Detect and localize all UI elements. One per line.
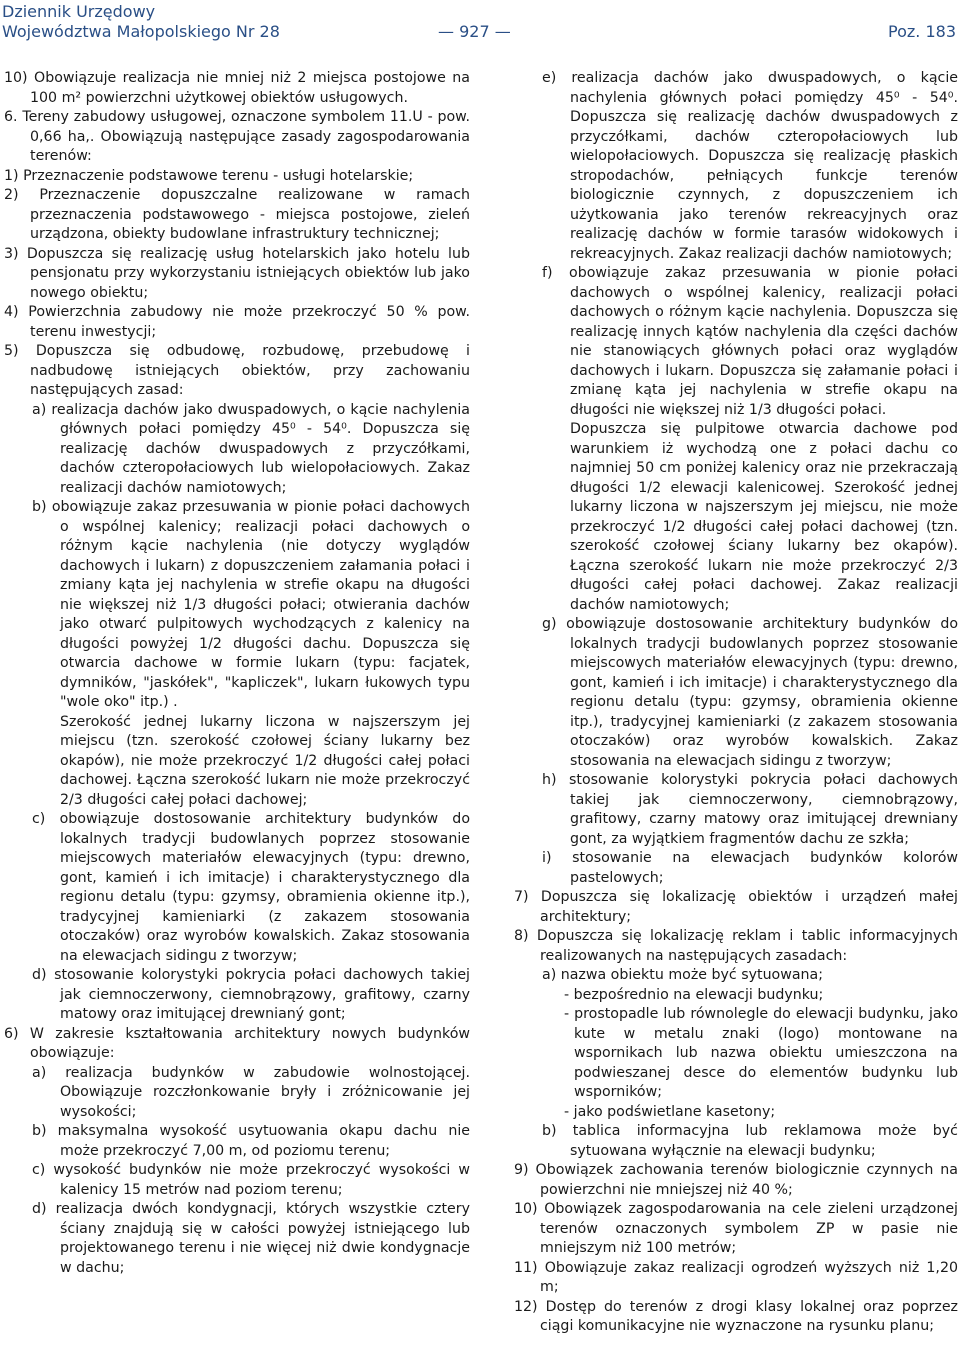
dash-item: - bezpośrednio na elewacji budynku; [564, 986, 824, 1003]
sub-list-item: e) realizacja dachów jako dwuspadowych, o kącie nachylenia głównych połaci pomiędzy 45⁰ - 54⁰. Dopuszcza się realizację dachów dwuspadowych z przyczółkami, dachów czteropołaciowych lub wielopołaciowych. Dopuszcza się realizację płaskich stropodachów, pełniących funkcje terenów biologicznie czynnych, z dopuszczeniem ich użytkowania jako terenów rekreacyjnych oraz realizację dachów w formie tarasów widokowych i rekreacyjnych. Zakaz realizacji dachów namiotowych; [542, 70, 958, 262]
list-item: 2) Przeznaczenie dopuszczalne realizowane w ramach przeznaczenia podstawowego - miejsca postojowe, zieleń urządzona, obiekty budowlane infrastruktury technicznej; [4, 187, 470, 242]
page-header [0, 0, 960, 46]
sub-list-item: b) tablica informacyjna lub reklamowa może być sytuowana wyłącznie na elewacji budynku; [542, 1123, 958, 1159]
journal-title: Dziennik Urzędowy [2, 2, 156, 21]
list-item: 3) Dopuszcza się realizację usług hotelarskich jako hotelu lub pensjonatu przy wykorzystaniu istniejących obiektów lub jako nowego obiektu; [4, 245, 470, 301]
journal-issue: Województwa Małopolskiego Nr 28 [2, 22, 280, 41]
paragraph: 10) Obowiązuje realizacja nie mniej niż 2 miejsca postojowe na 100 m² powierzchni użytkowej obiektów usługowych. [4, 70, 470, 106]
page-number: — 927 — [438, 22, 511, 41]
list-item: 1) Przeznaczenie podstawowe terenu - usługi hotelarskie; [4, 167, 414, 184]
sub-list-item: c) wysokość budynków nie może przekroczyć wysokości w kalenicy 15 metrów nad poziom terenu; [32, 1162, 470, 1198]
sub-list-item: i) stosowanie na elewacjach budynków kolorów pastelowych; [542, 850, 958, 886]
dash-item: - prostopadle lub równolegle do elewacji budynku, jako kute w metalu znaki (logo) montowane na wspornikach lub nazwa obiektu umieszczona na podwieszanej desce do elementów budynku lub wsporników; [564, 1006, 958, 1100]
sub-list-continuation: Szerokość jednej lukarny liczona w najszerszym jej miejscu (tzn. szerokość czołowej ściany lukarny bez okapów), nie może przekroczyć 1/2 długości całej połaci dachowej. Łączna szerokość lukarn nie może przekroczyć 2/3 długości całej połaci dachowej; [60, 713, 470, 808]
list-item: 8) Dopuszcza się lokalizację reklam i tablic informacyjnych realizowanych na następujących zasadach: [514, 928, 958, 964]
right-column [514, 69, 958, 1337]
sub-list-item: b) maksymalna wysokość usytuowania okapu dachu nie może przekroczyć 7,00 m, od poziomu terenu; [32, 1123, 470, 1159]
sub-list-item: d) realizacja dwóch kondygnacji, których wszystkie cztery ściany znajdują się w całości powyżej istniejącego lub projektowanego terenu i nie więcej niż dwie kondygnacje w dachu; [32, 1201, 470, 1276]
sub-list-item: a) nazwa obiektu może być sytuowana; [542, 967, 823, 983]
dash-item: - jako podświetlane kasetony; [564, 1103, 776, 1120]
sub-list-item: f) obowiązuje zakaz przesuwania w pionie połaci dachowych o wspólnej kalenicy, realizacji połaci dachowych o różnym kącie nachylenia. Dopuszcza się realizację innych kątów nachylenia dla części dachów nie stanowiących głównych połaci oraz wyglądów dachowych i lukarn. Dopuszcza się załamanie połaci i zmianę kąta jej nachylenia w strefie okapu na długości nie większej niż 1/3 długości połaci. [542, 265, 958, 418]
list-item: 11) Obowiązuje zakaz realizacji ogrodzeń wyższych niż 1,20 m; [514, 1259, 958, 1295]
sub-list-item: a) realizacja dachów jako dwuspadowych, o kącie nachylenia głównych połaci pomiędzy 45⁰ - 54⁰. Dopuszcza się realizację dachów dwuspadowych z przyczółkami, dachów czteropołaciowych lub wielopołaciowych. Zakaz realizacji dachów namiotowych; [32, 401, 470, 496]
list-item: 9) Obowiązek zachowania terenów biologicznie czynnych na powierzchni nie mniejszej niż 40 %; [514, 1162, 958, 1198]
sub-list-item: b) obowiązuje zakaz przesuwania w pionie połaci dachowych o wspólnej kalenicy; realizacji połaci dachowych o różnym kącie nachylenia (nie dotyczy wyglądów dachowych i lukarn) z dopuszczeniem załamania połaci i zmiany kąta jej nachylenia w strefie okapu na długości nie większej niż 1/3 długości połaci; otwierania dachów jako otwarć pulpitowych wychodzących z kalenicy na długości powyżej 1/2 długości dachu. Dopuszcza się otwarcia dachowe w formie lukarn (typu: facjatek, dymników, "jaskółek", "kapliczek", lukarn łukowych typu "wole oko" itp.) . [32, 499, 470, 710]
list-item: 12) Dostęp do terenów z drogi klasy lokalnej oraz poprzez ciągi komunikacyjne nie wyznaczone na rysunku planu; [514, 1298, 958, 1334]
position-number: Poz. 183 [888, 22, 956, 41]
sub-list-item: h) stosowanie kolorystyki pokrycia połaci dachowych takiej jak ciemnoczerwony, ciemnobrązowy, grafitowy, czarny matowy oraz imitującej drewniany gont, za wyjątkiem fragmentów dachu ze szkła; [542, 772, 958, 847]
list-item: 5) Dopuszcza się odbudowę, rozbudowę, przebudowę i nadbudowę istniejących obiektów, przy zachowaniu następujących zasad: [4, 343, 470, 398]
left-column [4, 69, 470, 1278]
list-item: 4) Powierzchnia zabudowy nie może przekroczyć 50 % pow. terenu inwestycji; [4, 304, 470, 340]
sub-list-item: a) realizacja budynków w zabudowie wolnostojącej. Obowiązuje rozczłonkowanie bryły i zróżnicowanie jej wysokości; [32, 1064, 470, 1120]
sub-list-item: g) obowiązuje dostosowanie architektury budynków do lokalnych tradycji budowlanych poprzez stosowanie miejscowych materiałów elewacyjnych (typu: drewno, gont, kamień i ich imitacje) i charakterystycznego dla regionu detalu (typu: gzymsy, obramienia okienne itp.), tradycyjnej kamieniarki (z zakazem stosowania otoczaków) oraz wyrobów kowalskich. Zakaz stosowania na elewacjach sidingu z tworzyw; [542, 616, 958, 769]
list-item: 10) Obowiązek zagospodarowania na cele zieleni urządzonej terenów oznaczonych symbolem ZP w pasie nie mniejszym niż 100 metrów; [514, 1201, 958, 1256]
sub-list-item: c) obowiązuje dostosowanie architektury budynków do lokalnych tradycji budowlanych poprzez stosowanie miejscowych materiałów elewacyjnych (typu: drewno, gont, kamień i ich imitacje) i charakterystycznego dla regionu detalu (typu: gzymsy, obramienia okienne itp.), tradycyjnej kamieniarki (z zakazem stosowania otoczaków) oraz wyrobów kowalskich. Zakaz stosowania na elewacjach sidingu z tworzyw; [32, 811, 470, 964]
list-item: 6) W zakresie kształtowania architektury nowych budynków obowiązuje: [4, 1025, 470, 1061]
section-heading: 6. Tereny zabudowy usługowej, oznaczone symbolem 11.U - pow. 0,66 ha,. Obowiązują następujące zasady zagospodarowania terenów: [4, 109, 470, 164]
sub-list-continuation: Dopuszcza się pulpitowe otwarcia dachowe pod warunkiem iż wychodzą one z połaci dachu co najmniej 50 cm poniżej kalenicy oraz nie przekraczają długości 1/2 elewacji kalenicowej. Szerokość jednej lukarny liczona w najszerszym jej miejscu, nie może przekroczyć 1/2 długości całej połaci dachowej (tzn. szerokość czołowej ściany lukarny bez okapów). Łączna szerokość lukarn nie może przekroczyć 2/3 długości całej połaci dachowej. Zakaz realizacji dachów namiotowych; [570, 421, 958, 613]
sub-list-item: d) stosowanie kolorystyki pokrycia połaci dachowych takiej jak ciemnoczerwony, ciemnobrązowy, grafitowy, czarny matowy oraz imitującej drewnianý gont; [32, 967, 470, 1022]
list-item: 7) Dopuszcza się lokalizację obiektów i urządzeń małej architektury; [514, 889, 958, 925]
